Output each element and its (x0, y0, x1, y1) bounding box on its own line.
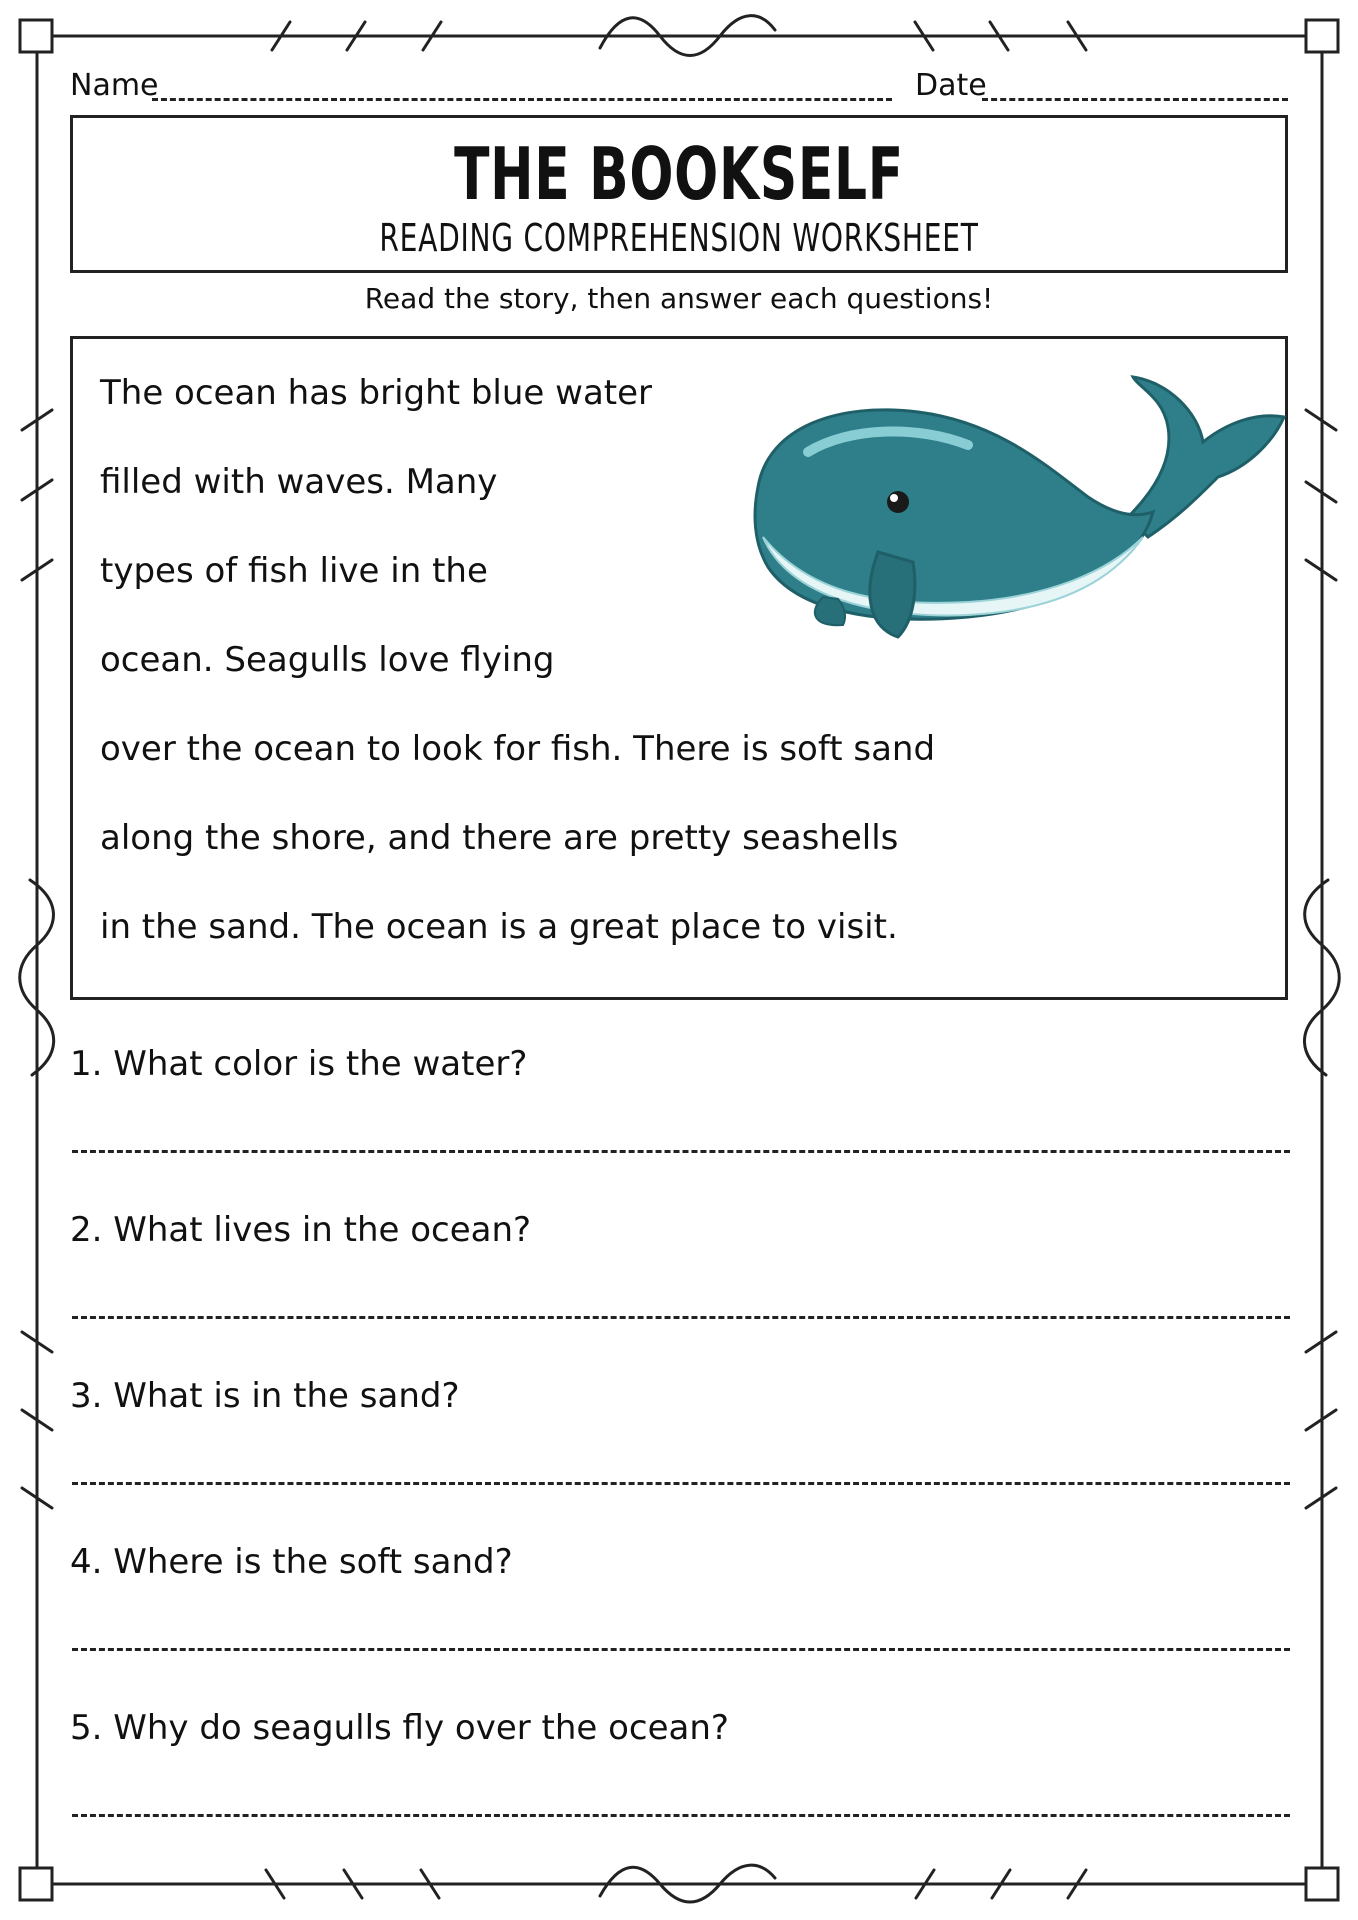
name-field[interactable] (152, 98, 892, 101)
story-line: along the shore, and there are pretty seashells (100, 818, 899, 858)
name-date-row (70, 64, 1288, 104)
whale-illustration (728, 367, 1298, 657)
question-2: 2. What lives in the ocean? (70, 1210, 532, 1250)
answer-field-3[interactable] (72, 1482, 1290, 1485)
answer-field-1[interactable] (72, 1150, 1290, 1153)
story-line: The ocean has bright blue water (100, 373, 653, 413)
story-line: filled with waves. Many (100, 462, 498, 502)
story-line: ocean. Seagulls love flying (100, 640, 555, 680)
answer-field-4[interactable] (72, 1648, 1290, 1651)
title-box (70, 115, 1288, 273)
story-box (70, 336, 1288, 1000)
worksheet-title: THE BOOKSELF (454, 132, 904, 216)
question-5: 5. Why do seagulls fly over the ocean? (70, 1708, 729, 1748)
story-line: over the ocean to look for fish. There is soft sand (100, 729, 936, 769)
question-4: 4. Where is the soft sand? (70, 1542, 513, 1582)
answer-field-5[interactable] (72, 1814, 1290, 1817)
story-line: in the sand. The ocean is a great place to visit. (100, 907, 898, 947)
date-label: Date (915, 68, 987, 103)
name-label: Name (70, 68, 159, 103)
instruction-text: Read the story, then answer each questions! (364, 282, 994, 315)
story-line: types of fish live in the (100, 551, 488, 591)
question-1: 1. What color is the water? (70, 1044, 528, 1084)
date-field[interactable] (982, 98, 1288, 101)
worksheet-subtitle: READING COMPREHENSION WORKSHEET (379, 216, 979, 260)
answer-field-2[interactable] (72, 1316, 1290, 1319)
question-3: 3. What is in the sand? (70, 1376, 460, 1416)
